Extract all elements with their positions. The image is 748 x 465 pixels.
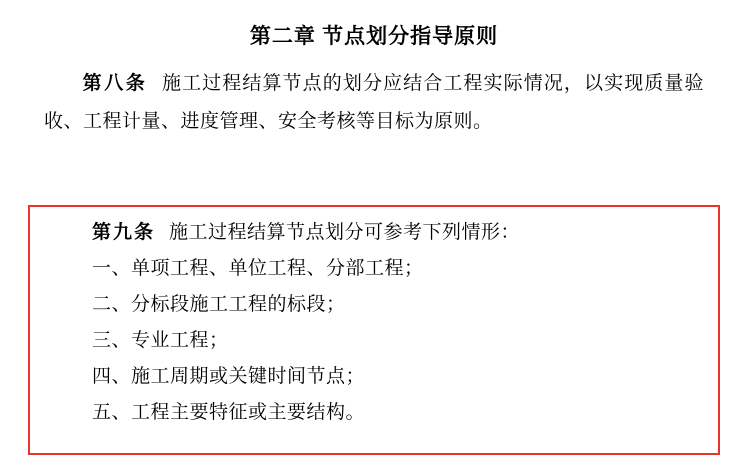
body-content	[0, 65, 748, 141]
paragraph-article-9	[56, 215, 688, 251]
list-item: 二、分标段施工工程的标段；	[92, 294, 346, 315]
highlight-box	[28, 205, 720, 455]
list-item: 一、单项工程、单位工程、分部工程；	[92, 258, 424, 279]
article-lead-text: 施工过程结算节点划分可参考下列情形：	[169, 222, 521, 243]
document-page	[0, 22, 748, 465]
highlight-box-content	[30, 207, 718, 431]
article-label: 第八条	[82, 73, 148, 95]
article-text: 施工过程结算节点的划分应结合工程实际情况，以实现质量验收、工程计量、进度管理、安全考核等目标为原则。	[44, 73, 704, 133]
list-item: 四、施工周期或关键时间节点；	[92, 366, 366, 387]
page-title: 第二章 节点划分指导原则	[249, 24, 499, 48]
paragraph-article-8	[44, 65, 704, 141]
list-item: 五、工程主要特征或主要结构。	[92, 402, 366, 423]
article-label: 第九条	[92, 222, 156, 243]
list-item: 三、专业工程；	[92, 330, 229, 351]
